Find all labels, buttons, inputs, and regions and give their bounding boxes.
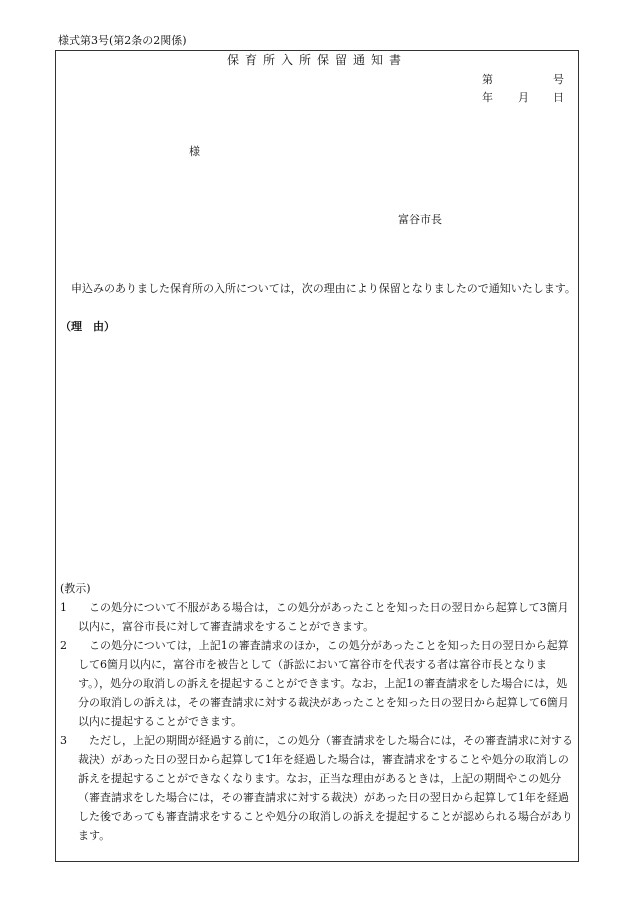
document-title: 保育所入所保留通知書 [226,53,407,67]
date-day-label: 日 [553,91,564,104]
notice-body-text: 申込みのありました保育所の入所については，次の理由により保留となりましたので通知いたします。 [71,282,576,295]
form-number: 様式第3号(第2条の2関係) [58,34,187,47]
number-label-dai: 第 [482,73,493,86]
date-year-label: 年 [482,91,493,104]
instruction-section [60,579,576,845]
addressee-suffix: 様 [189,145,200,158]
instruction-item-number: 3 [60,734,67,747]
issuer-name: 富谷市長 [398,213,442,226]
notice-frame [55,50,579,862]
instruction-item-3 [60,731,576,845]
instruction-item-text: この処分について不服がある場合は，この処分があったことを知った日の翌日から起算して3箇月以内に，富谷市長に対して審査請求をすることができます。 [78,601,569,633]
instruction-item-number: 1 [60,601,67,614]
instruction-item-1 [60,598,576,636]
instruction-item-text: この処分については，上記1の審査請求のほか，この処分があったことを知った日の翌日から起算して6箇月以内に，富谷市を被告として（訴訟において富谷市を代表する者は富谷市長となります。），処分の取消しの訴えを提起することができます。なお，上記1の審査請求をした場合には，処分の取消しの訴えは，その審査請求に対する裁決があったことを知った日の翌日から起算して6箇月以内に提起することができます。 [78,639,569,728]
instruction-item-2 [60,636,576,731]
instruction-item-text: ただし，上記の期間が経過する前に，この処分（審査請求をした場合には，その審査請求に対する裁決）があった日の翌日から起算して1年を経過した場合は，審査請求をすることや処分の取消しの訴えを提起することができなくなります。なお，正当な理由があるときは，上記の期間やこの処分（審査請求をした場合には，その審査請求に対する裁決）があった日の翌日から起算して1年を経過した後であっても審査請求をすることや処分の取消しの訴えを提起することが認められる場合があります。 [78,734,573,842]
instruction-item-number: 2 [60,639,67,652]
number-label-go: 号 [553,73,564,86]
instruction-heading: (教示) [60,582,91,595]
reason-heading: （理 由） [60,320,115,333]
date-month-label: 月 [518,91,529,104]
